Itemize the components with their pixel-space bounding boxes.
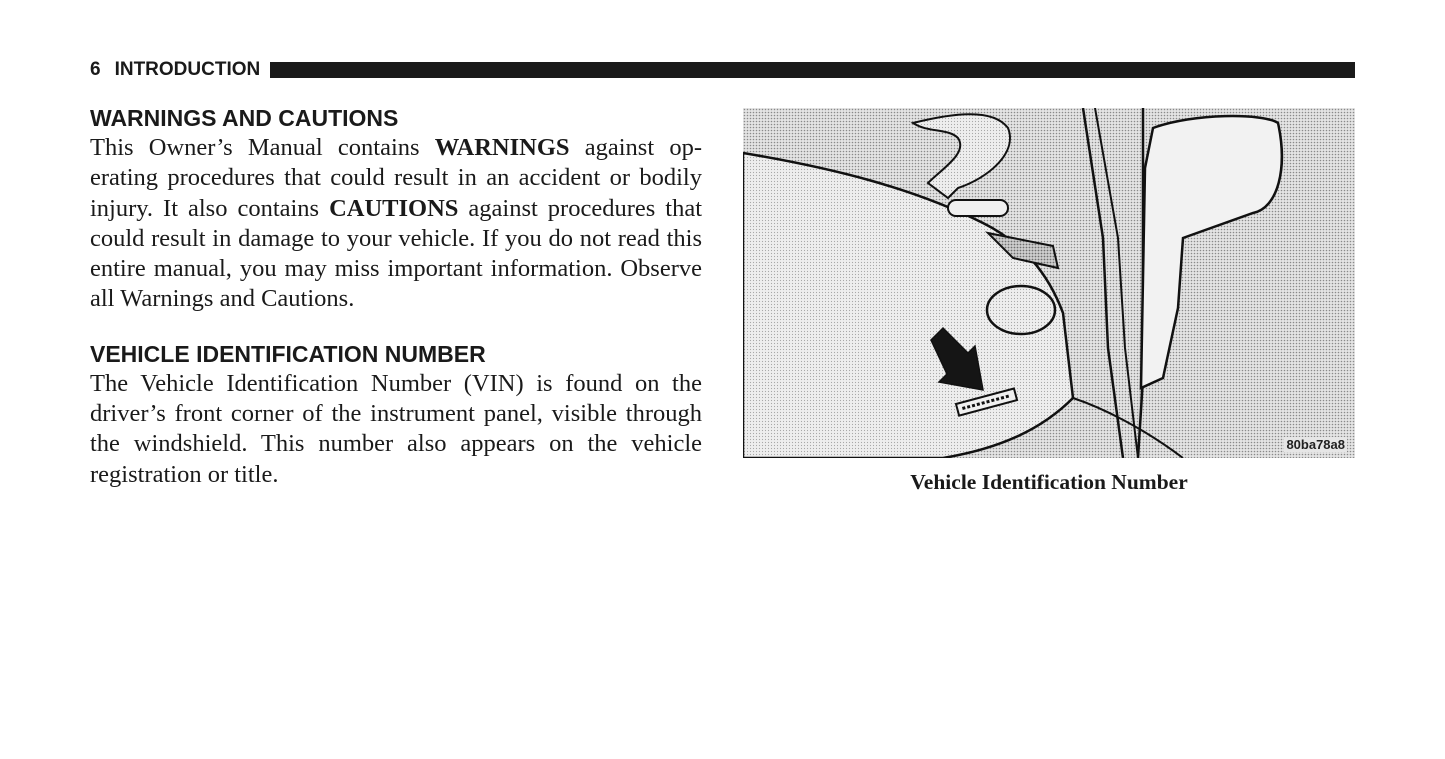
- warnings-heading: WARNINGS AND CAUTIONS: [90, 105, 399, 131]
- wiper-pivot: [948, 200, 1008, 216]
- page-number: 6: [90, 59, 101, 80]
- vin-location-illustration: [743, 108, 1355, 458]
- vin-heading: VEHICLE IDENTIFICATION NUMBER: [90, 340, 486, 367]
- cautions-keyword: CAUTIONS: [329, 194, 459, 222]
- speaker-grille: [987, 286, 1055, 334]
- figure-code: 80ba78a8: [1286, 437, 1345, 452]
- warnings-text-2: against operating procedures that could result in an accident or bodily injury. It also contains: [90, 134, 702, 222]
- header-rule: [270, 62, 1355, 78]
- text-column: [90, 103, 702, 490]
- chapter-title: INTRODUCTION: [114, 59, 261, 80]
- warnings-paragraph: [90, 133, 702, 315]
- vin-paragraph: The Vehicle Identification Number (VIN) is found on the driver’s front corner of the instrument panel, visible through the windshield. This number also appears on the vehicle registration or title.: [90, 369, 702, 488]
- page-header: [90, 58, 1355, 82]
- illustration-drawing: [743, 108, 1355, 458]
- figure-caption: Vehicle Identification Number: [910, 470, 1188, 494]
- warnings-text-3: against procedures that could result in damage to your vehicle. If you do not read this entire manual, you may miss important information. Observe all Warnings and Cautions.: [90, 194, 703, 313]
- warnings-text-1: This Owner’s Manual contains: [90, 134, 435, 161]
- warnings-keyword: WARNINGS: [434, 134, 570, 161]
